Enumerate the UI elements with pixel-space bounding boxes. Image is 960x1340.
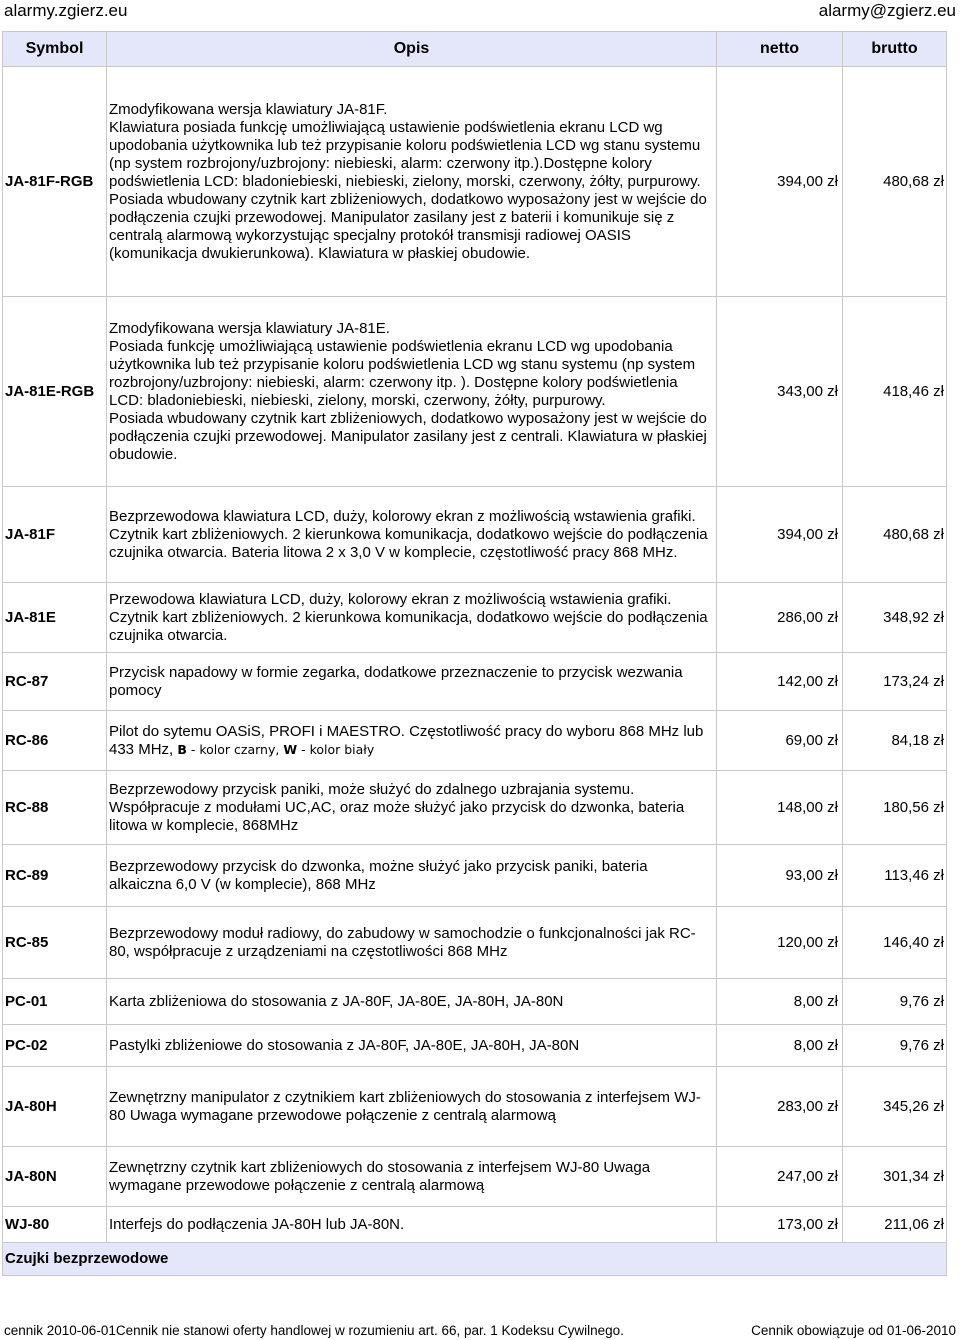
price-net: 148,00 zł — [717, 771, 843, 845]
page-header — [0, 0, 960, 28]
desc-line: Posiada wbudowany czytnik kart zbliżeniowych, dodatkowo wyposażony jest w wejście do podłączenia czujki przewodowej. Manipulator zasilany jest z centrali. Klawiatura w płaskiej obudowie. — [109, 409, 707, 463]
table-row — [3, 1025, 947, 1067]
product-symbol: RC-86 — [3, 711, 107, 771]
product-symbol: JA-81E — [3, 583, 107, 653]
table-row — [3, 297, 947, 487]
product-description: Karta zbliżeniowa do stosowania z JA-80F, JA-80E, JA-80H, JA-80N — [107, 979, 717, 1025]
price-gross: 173,24 zł — [843, 653, 947, 711]
product-description: Przewodowa klawiatura LCD, duży, kolorowy ekran z możliwością wstawienia grafiki. Czytnik kart zbliżeniowych. 2 kierunkowa komunikacja, dodatkowo wejście do podłączenia czujnika otwarcia. — [107, 583, 717, 653]
product-description: Interfejs do podłączenia JA-80H lub JA-80N. — [107, 1207, 717, 1243]
table-header-row — [3, 32, 947, 67]
price-gross: 480,68 zł — [843, 487, 947, 583]
table-row — [3, 487, 947, 583]
variant-b-code: B — [177, 741, 187, 757]
price-net: 247,00 zł — [717, 1147, 843, 1207]
price-net: 394,00 zł — [717, 487, 843, 583]
product-symbol: WJ-80 — [3, 1207, 107, 1243]
product-description: Pastylki zbliżeniowe do stosowania z JA-80F, JA-80E, JA-80H, JA-80N — [107, 1025, 717, 1067]
table-row — [3, 907, 947, 979]
price-net: 93,00 zł — [717, 845, 843, 907]
table-row — [3, 67, 947, 297]
product-symbol: RC-89 — [3, 845, 107, 907]
product-description: Zewnętrzny czytnik kart zbliżeniowych do stosowania z interfejsem WJ-80 Uwaga wymagane przewodowe połączenie z centralą alarmową — [107, 1147, 717, 1207]
table-row — [3, 583, 947, 653]
product-symbol: JA-81E-RGB — [3, 297, 107, 487]
product-description — [107, 297, 717, 487]
footer-note: cennik 2010-06-01Cennik nie stanowi oferty handlowej w rozumieniu art. 66, par. 1 Kodeksu Cywilnego. — [4, 1323, 624, 1338]
desc-line: Zmodyfikowana wersja klawiatury JA-81F. — [109, 100, 388, 118]
price-gross: 301,34 zł — [843, 1147, 947, 1207]
price-net: 120,00 zł — [717, 907, 843, 979]
product-symbol: JA-80N — [3, 1147, 107, 1207]
product-symbol: PC-01 — [3, 979, 107, 1025]
desc-line: Pilot do sytemu OASiS, PROFI i MAESTRO. Częstotliwość pracy do wyboru 868 MHz lub 433 MHz, — [109, 722, 704, 758]
product-description: Zewnętrzny manipulator z czytnikiem kart zbliżeniowych do stosowania z interfejsem WJ-80 Uwaga wymagane przewodowe połączenie z centralą alarmową — [107, 1067, 717, 1147]
desc-line: Posiada funkcję umożliwiającą ustawienie podświetlenia ekranu LCD wg upodobania użytkownika lub też przypisanie koloru podświetlenia LCD wg stanu systemu (np system rozbrojony/uzbrojony: niebieski, alarm: czerwony itp. ). Dostępne kolory podświetlenia LCD: bladoniebieski, niebieski, zielony, morski, czerwony, żółty, purpurowy. — [109, 337, 696, 409]
table-row — [3, 845, 947, 907]
price-gross: 9,76 zł — [843, 979, 947, 1025]
product-description: Przycisk napadowy w formie zegarka, dodatkowe przeznaczenie to przycisk wezwania pomocy — [107, 653, 717, 711]
price-net: 8,00 zł — [717, 979, 843, 1025]
section-title: Czujki bezprzewodowe — [3, 1243, 947, 1276]
price-gross: 180,56 zł — [843, 771, 947, 845]
col-symbol: Symbol — [3, 32, 107, 67]
desc-line: Zmodyfikowana wersja klawiatury JA-81E. — [109, 319, 390, 337]
price-net: 286,00 zł — [717, 583, 843, 653]
price-gross: 84,18 zł — [843, 711, 947, 771]
product-description: Bezprzewodowa klawiatura LCD, duży, kolorowy ekran z możliwością wstawienia grafiki. Czytnik kart zbliżeniowych. 2 kierunkowa komunikacja, dodatkowo wejście do podłączenia czujnika otwarcia. Bateria litowa 2 x 3,0 V w komplecie, częstotliwość pracy 868 MHz. — [107, 487, 717, 583]
page-footer — [0, 1320, 960, 1340]
price-net: 8,00 zł — [717, 1025, 843, 1067]
variant-w-code: W — [283, 741, 298, 757]
product-description: Bezprzewodowy przycisk do dzwonka, możne służyć jako przycisk paniki, bateria alkaiczna 6,0 V (w komplecie), 868 MHz — [107, 845, 717, 907]
product-symbol: JA-81F — [3, 487, 107, 583]
product-description: Bezprzewodowy przycisk paniki, może służyć do zdalnego uzbrajania systemu. Współpracuje z modułami UC,AC, oraz może służyć jako przycisk do dzwonka, bateria litowa w komplecie, 868MHz — [107, 771, 717, 845]
price-net: 142,00 zł — [717, 653, 843, 711]
col-desc: Opis — [107, 32, 717, 67]
col-gross: brutto — [843, 32, 947, 67]
price-net: 69,00 zł — [717, 711, 843, 771]
table-row — [3, 1147, 947, 1207]
product-description: Bezprzewodowy moduł radiowy, do zabudowy w samochodzie o funkcjonalności jak RC-80, współpracuje z urządzeniami na częstotliwości 868 MHz — [107, 907, 717, 979]
table-row — [3, 1067, 947, 1147]
price-net: 394,00 zł — [717, 67, 843, 297]
table-row — [3, 711, 947, 771]
price-table — [2, 31, 947, 1276]
desc-line: Posiada wbudowany czytnik kart zbliżeniowych, dodatkowo wyposażony jest w wejście do podłączenia czujki przewodowej. Manipulator zasilany jest z baterii i komunikuje się z centralą alarmową wykorzystując specjalny protokół transmisji radiowej OASIS (komunikacja dwukierunkowa). Klawiatura w płaskiej obudowie. — [109, 190, 707, 262]
price-gross: 345,26 zł — [843, 1067, 947, 1147]
table-row — [3, 653, 947, 711]
product-symbol: RC-85 — [3, 907, 107, 979]
table-row — [3, 979, 947, 1025]
footer-validity: Cennik obowiązuje od 01-06-2010 — [751, 1323, 956, 1338]
table-row — [3, 1207, 947, 1243]
price-net: 283,00 zł — [717, 1067, 843, 1147]
product-symbol: RC-88 — [3, 771, 107, 845]
product-description — [107, 711, 717, 771]
price-gross: 113,46 zł — [843, 845, 947, 907]
desc-line: Klawiatura posiada funkcję umożliwiającą ustawienie podświetlenia ekranu LCD wg upodobania użytkownika lub też przypisanie koloru podświetlenia LCD wg stanu systemu (np system rozbrojony/uzbrojony: niebieski, alarm: czerwony itp.).Dostępne kolory podświetlenia LCD: bladoniebieski, niebieski, zielony, morski, czerwony, żółty, purpurowy. — [109, 118, 701, 190]
price-gross: 211,06 zł — [843, 1207, 947, 1243]
desc-color-variants — [177, 742, 374, 757]
price-net: 173,00 zł — [717, 1207, 843, 1243]
variant-w-text: - kolor biały — [297, 741, 375, 757]
col-net: netto — [717, 32, 843, 67]
price-gross: 9,76 zł — [843, 1025, 947, 1067]
site-name: alarmy.zgierz.eu — [4, 1, 128, 20]
product-symbol: RC-87 — [3, 653, 107, 711]
product-symbol: PC-02 — [3, 1025, 107, 1067]
price-gross: 418,46 zł — [843, 297, 947, 487]
price-gross: 348,92 zł — [843, 583, 947, 653]
product-description — [107, 67, 717, 297]
variant-b-text: - kolor czarny, — [186, 741, 284, 757]
price-net: 343,00 zł — [717, 297, 843, 487]
price-gross: 146,40 zł — [843, 907, 947, 979]
table-row — [3, 771, 947, 845]
product-symbol: JA-80H — [3, 1067, 107, 1147]
product-symbol: JA-81F-RGB — [3, 67, 107, 297]
site-email: alarmy@zgierz.eu — [818, 1, 956, 20]
section-row — [3, 1243, 947, 1276]
price-gross: 480,68 zł — [843, 67, 947, 297]
